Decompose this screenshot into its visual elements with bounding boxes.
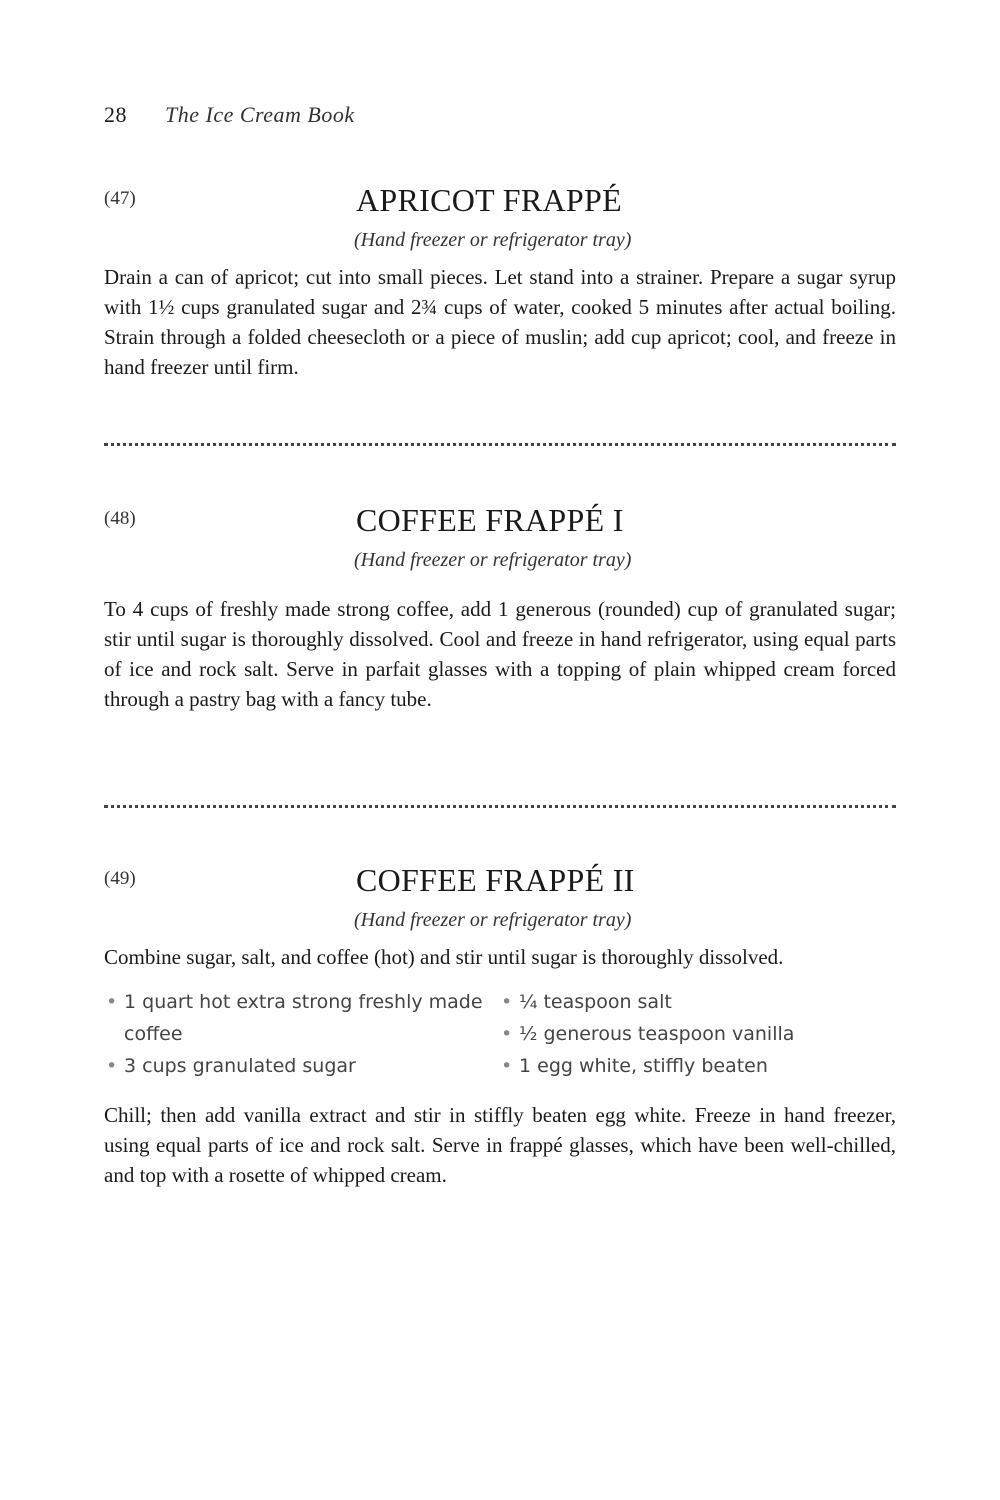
recipe-number: (49): [104, 868, 136, 889]
recipe-intro: Combine sugar, salt, and coffee (hot) and stir until sugar is thoroughly dissolved.: [104, 945, 784, 969]
bullet-icon: •: [501, 1023, 513, 1045]
recipe-title: COFFEE FRAPPÉ I: [356, 502, 624, 538]
ingredient-list: [104, 986, 896, 1082]
running-title: The Ice Cream Book: [165, 102, 355, 127]
bullet-icon: •: [106, 1055, 118, 1077]
recipe-title: COFFEE FRAPPÉ II: [356, 862, 635, 898]
recipe-title: APRICOT FRAPPÉ: [356, 182, 622, 218]
bullet-icon: •: [501, 991, 513, 1013]
ingredient-item: • ¼ teaspoon salt: [499, 986, 896, 1018]
recipe-method: (Hand freezer or refrigerator tray): [354, 549, 632, 571]
recipe-coffee-frappe-1: [104, 502, 896, 714]
ingredient-item: • 3 cups granulated sugar: [104, 1050, 499, 1082]
dotted-divider: [104, 805, 896, 808]
recipe-method: (Hand freezer or refrigerator tray): [354, 909, 632, 931]
recipe-apricot-frappe: [104, 182, 896, 382]
recipe-body: Drain a can of apricot; cut into small pieces. Let stand into a strainer. Prepare a sugar syrup with 1½ cups granulated sugar and 2¾ cups of water, cooked 5 minutes after actual boiling. Strain through a folded cheesecloth or a piece of muslin; add cup apricot; cool, and freeze in hand freezer until firm.: [104, 265, 896, 379]
bullet-icon: •: [501, 1055, 513, 1077]
dotted-divider: [104, 443, 896, 446]
ingredient-item: • 1 egg white, stiffly beaten: [499, 1050, 896, 1082]
page-header: [104, 102, 355, 128]
page-number: 28: [104, 102, 127, 127]
recipe-body: To 4 cups of freshly made strong coffee, add 1 generous (rounded) cup of granulated sugar; stir until sugar is thoroughly dissolved. Cool and freeze in hand refrigerator, using equal parts of ice and rock salt. Serve in parfait glasses with a topping of plain whipped cream forced through a pastry bag with a fancy tube.: [104, 597, 896, 711]
ingredient-column-left: [104, 986, 499, 1082]
recipe-number: (48): [104, 508, 136, 529]
recipe-number: (47): [104, 188, 136, 209]
ingredient-item: • 1 quart hot extra strong freshly made coffee: [104, 986, 499, 1050]
recipe-coffee-frappe-2: [104, 862, 896, 1190]
recipe-body: Chill; then add vanilla extract and stir in stiffly beaten egg white. Freeze in hand freezer, using equal parts of ice and rock salt. Serve in frappé glasses, which have been well-chilled, and top with a rosette of whipped cream.: [104, 1103, 896, 1187]
bullet-icon: •: [106, 991, 118, 1013]
ingredient-column-right: [499, 986, 896, 1082]
recipe-method: (Hand freezer or refrigerator tray): [354, 229, 632, 251]
ingredient-item: • ½ generous teaspoon vanilla: [499, 1018, 896, 1050]
